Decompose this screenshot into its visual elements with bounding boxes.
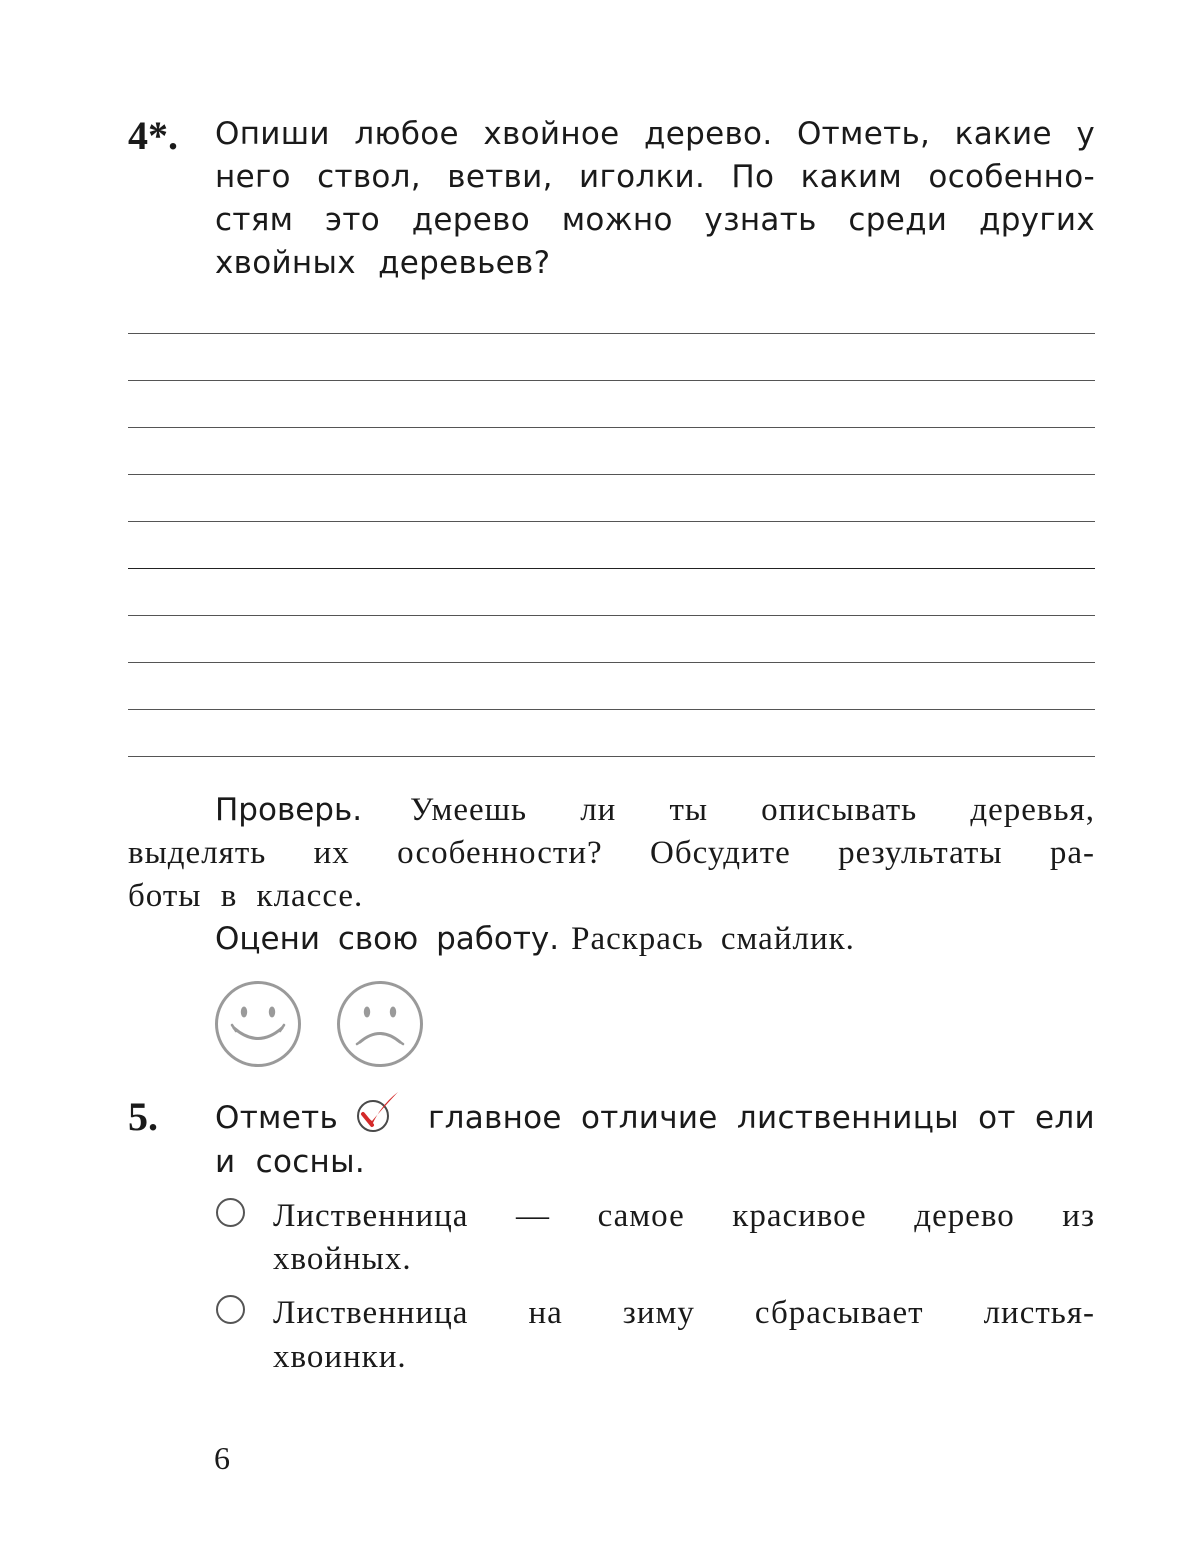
task-5-line-2: и сосны. [215, 1144, 366, 1180]
happy-face-icon[interactable] [213, 979, 303, 1069]
evaluate-label: Оцени свою работу. [215, 921, 560, 957]
option-1-line-2: хвойных. [273, 1241, 412, 1277]
task-5-number: 5. [128, 1094, 158, 1139]
check-line-1 [215, 789, 1095, 837]
evaluate-text: Раскрась смайлик. [571, 921, 855, 957]
answer-line[interactable] [128, 756, 1095, 757]
option-2-radio[interactable] [216, 1295, 245, 1324]
answer-line[interactable] [128, 615, 1095, 616]
task-4-line-4: хвойных деревьев? [215, 245, 551, 281]
answer-line[interactable] [128, 662, 1095, 663]
option-1-line-1: Лиственница — самое красивое дерево из [273, 1198, 1095, 1234]
check-text: Умеешь ли ты описывать деревья, [409, 792, 1095, 828]
option-2-line-2: хвоинки. [273, 1339, 407, 1375]
red-checkmark-in-circle-icon [353, 1088, 403, 1138]
check-line-2: выделять их особенности? Обсудите результаты ра- [128, 835, 1095, 871]
check-label: Проверь. [215, 792, 363, 828]
answer-line[interactable] [128, 709, 1095, 710]
answer-line[interactable] [128, 427, 1095, 428]
option-1-radio[interactable] [216, 1198, 245, 1227]
task-4-line-2: него ствол, ветви, иголки. По каким особенно- [215, 159, 1095, 195]
answer-line[interactable] [128, 521, 1095, 522]
answer-line[interactable] [128, 380, 1095, 381]
task-4-line-1: Опиши любое хвойное дерево. Отметь, какие у [215, 116, 1095, 152]
page-number: 6 [214, 1440, 230, 1476]
sad-face-icon[interactable] [335, 979, 425, 1069]
check-line-3: боты в классе. [128, 878, 364, 914]
answer-line[interactable] [128, 474, 1095, 475]
task-5-line-1-end: главное отличие лиственницы от ели [428, 1100, 1095, 1136]
task-5-line-1-start: Отметь [215, 1100, 339, 1136]
task-4-line-3: стям это дерево можно узнать среди других [215, 202, 1095, 238]
evaluate-line [215, 918, 855, 966]
option-2-line-1: Лиственница на зиму сбрасывает листья- [273, 1295, 1095, 1331]
answer-line[interactable] [128, 333, 1095, 334]
answer-line[interactable] [128, 568, 1095, 569]
task-4-number: 4*. [128, 113, 178, 158]
